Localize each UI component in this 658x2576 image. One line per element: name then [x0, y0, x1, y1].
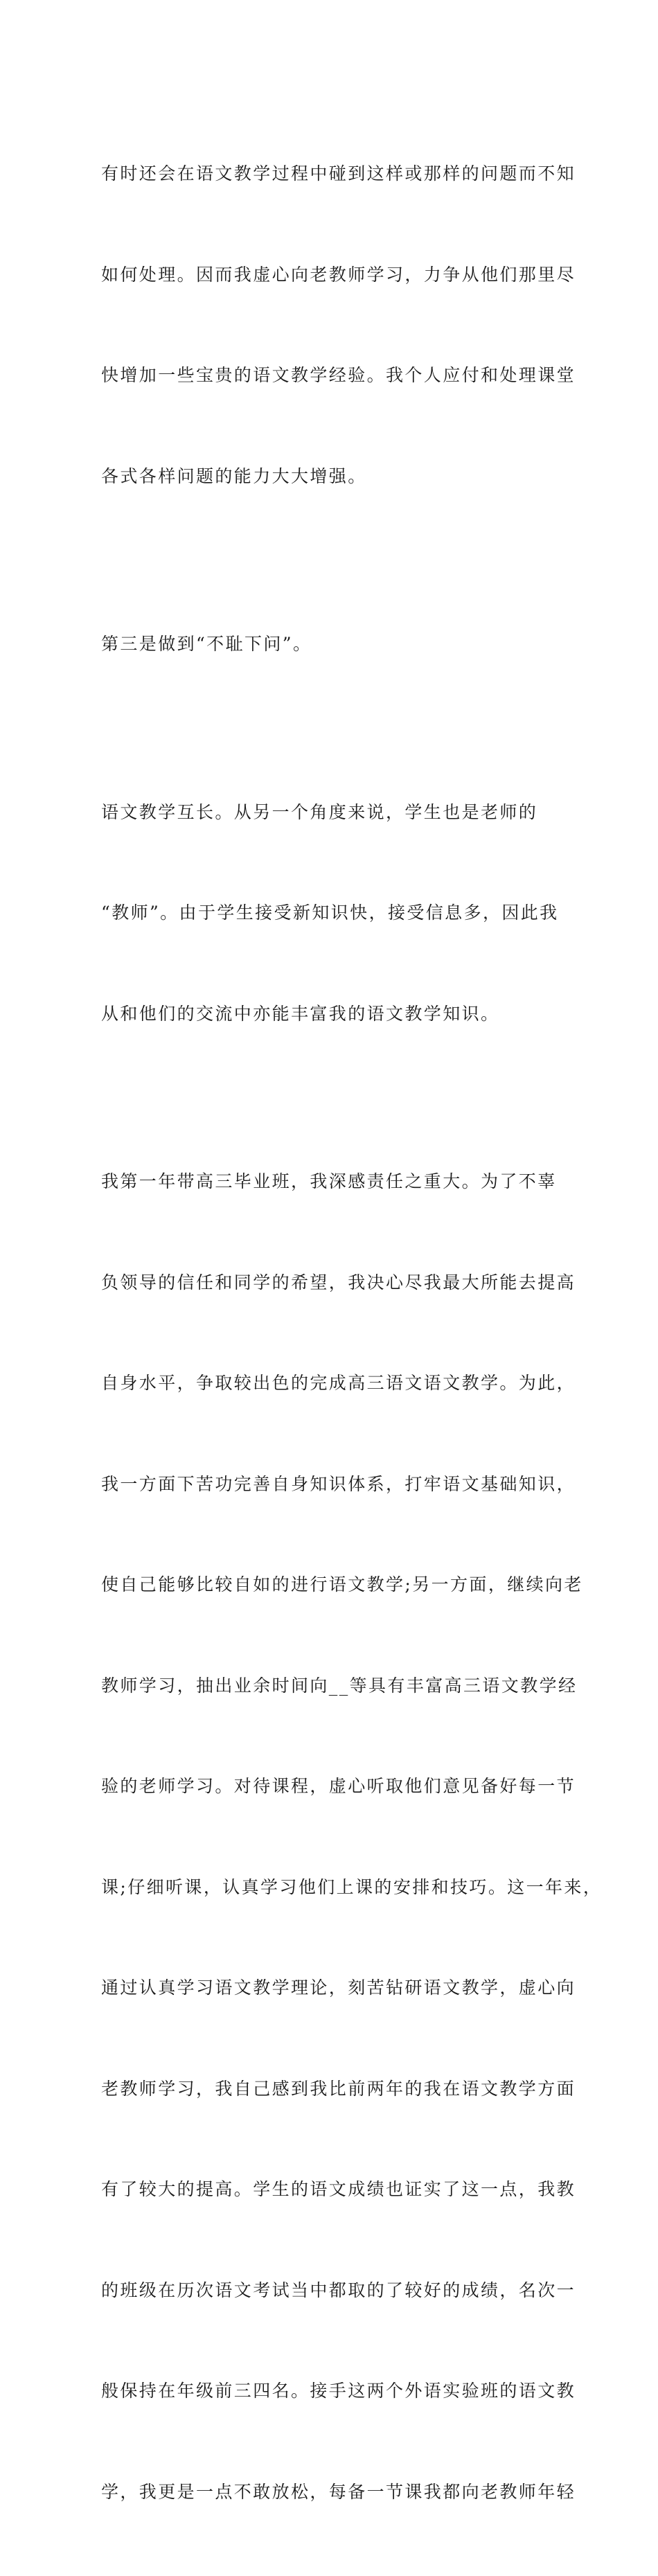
- text-line: 通过认真学习语文教学理论，刻苦钻研语文教学，虚心向: [101, 1978, 576, 1998]
- text-line: 快增加一些宝贵的语文教学经验。我个人应付和处理课堂: [101, 365, 576, 385]
- paragraph-3: [101, 729, 572, 1099]
- text-line: 使自己能够比较自如的进行语文教学;另一方面，继续向老: [101, 1574, 583, 1595]
- text-line: 我第一年带高三毕业班，我深感责任之重大。为了不辜: [101, 1171, 557, 1191]
- paragraph-4: [101, 1098, 603, 2576]
- text-line: 学，我更是一点不敢放松，每备一节课我都向老教师年轻: [101, 2481, 576, 2502]
- text-line: 语文教学互长。从另一个角度来说，学生也是老师的: [101, 801, 538, 822]
- text-line: 如何处理。因而我虚心向老教师学习，力争从他们那里尽: [101, 264, 576, 285]
- text-line: 自身水平，争取较出色的完成高三语文语文教学。为此，: [101, 1373, 576, 1393]
- paragraph-2: [101, 560, 572, 729]
- text-line: 有了较大的提高。学生的语文成绩也证实了这一点，我教: [101, 2179, 576, 2199]
- text-line: 从和他们的交流中亦能丰富我的语文教学知识。: [101, 1003, 500, 1024]
- text-line: “教师”。由于学生接受新知识快，接受信息多，因此我: [101, 903, 559, 923]
- text-line: 老教师学习，我自己感到我比前两年的我在语文教学方面: [101, 2078, 576, 2099]
- text-line: 课;仔细听课，认真学习他们上课的安排和技巧。这一年来，: [101, 1876, 603, 1897]
- text-line: 的班级在历次语文考试当中都取的了较好的成绩，名次一: [101, 2280, 576, 2300]
- text-line: 般保持在年级前三四名。接手这两个外语实验班的语文教: [101, 2381, 576, 2401]
- paragraph-1: [101, 90, 576, 560]
- text-line: 有时还会在语文教学过程中碰到这样或那样的问题而不知: [101, 163, 576, 184]
- text-line: 验的老师学习。对待课程，虚心听取他们意见备好每一节: [101, 1776, 576, 1796]
- text-line: 我一方面下苦功完善自身知识体系，打牢语文基础知识，: [101, 1473, 576, 1494]
- text-line: 负领导的信任和同学的希望，我决心尽我最大所能去提高: [101, 1272, 576, 1293]
- text-line: 各式各样问题的能力大大增强。: [101, 465, 367, 486]
- text-line: 教师学习，抽出业余时间向__等具有丰富高三语文教学经: [101, 1675, 578, 1696]
- document-body: [101, 90, 603, 2576]
- text-line: 第三是做到“不耻下问”。: [101, 634, 312, 654]
